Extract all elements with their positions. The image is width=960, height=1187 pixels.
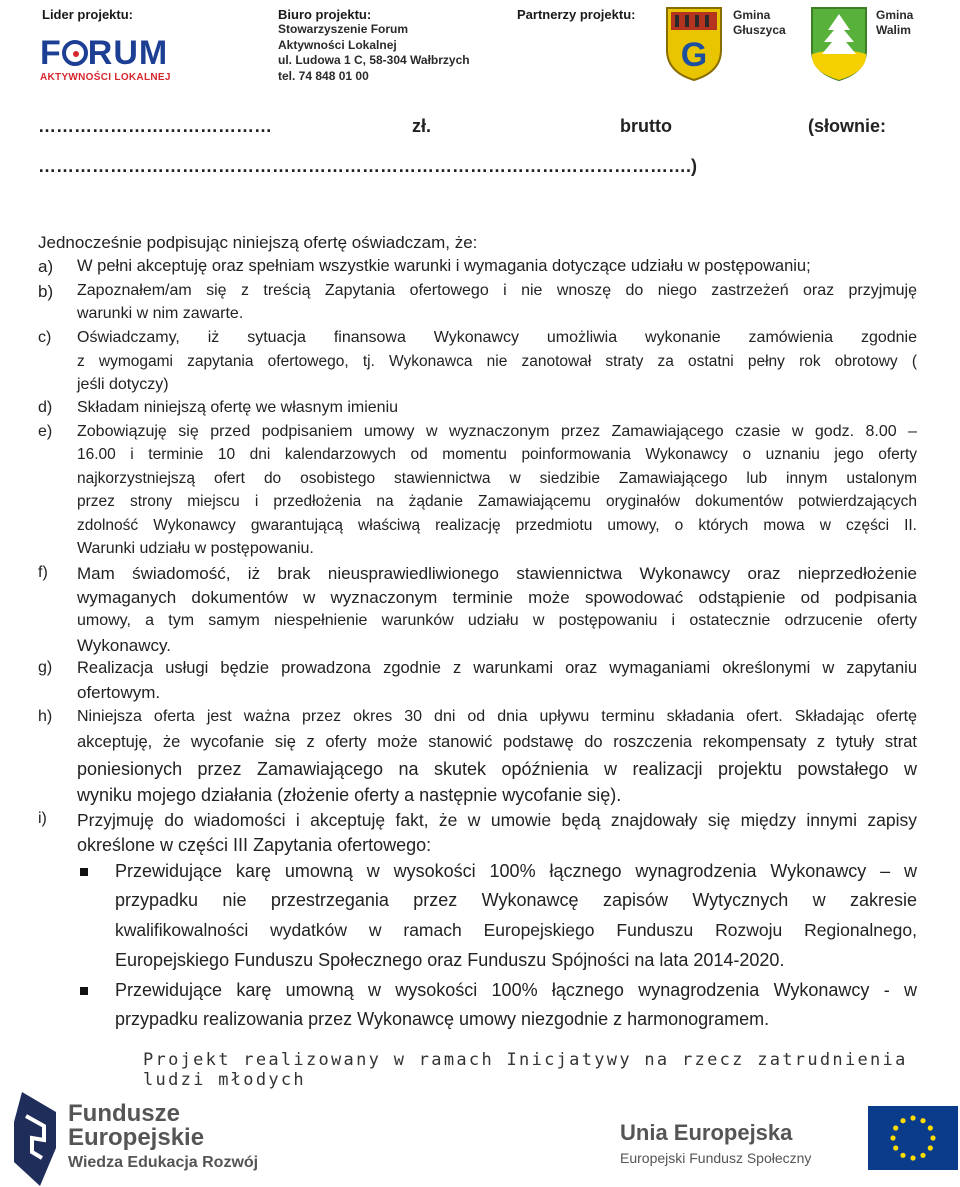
bullet-1-line: Europejskiego Funduszu Społecznego oraz Funduszu Spójności na lata 2014-2020. [115, 950, 785, 970]
item-d-line: Składam niniejszą ofertę we własnym imieniu [77, 399, 399, 416]
partner-gluszyca-line: Gmina [733, 8, 771, 22]
eu-star-icon [930, 1135, 935, 1140]
eu-text [620, 1120, 811, 1166]
forum-logo [40, 36, 190, 86]
bullet-2-line: przypadku realizowania przez Wykonawcę umowy niezgodnie z harmonogramem. [115, 1009, 770, 1029]
price-words-dots: ……………………………………………………………………………………………….) [38, 156, 697, 176]
partner-gluszyca-line: Głuszyca [733, 23, 786, 37]
item-b-line: Zapoznałem/am się z treścią Zapytania ofertowego i nie wnoszę do niego zastrzeżeń oraz przyjmuję [77, 282, 917, 299]
item-e-line: Zobowiązuję się przed podpisaniem umowy w wyznaczonym przez Zamawiającego czasie w godz. 8.00 – [77, 423, 917, 440]
fundusze-europejskie-emblem-icon [10, 1092, 60, 1186]
item-f-line: Wykonawcy. [77, 636, 171, 655]
eu-star-icon [910, 1115, 915, 1120]
eu-star-icon [890, 1135, 895, 1140]
item-c-line: jeśli dotyczy) [77, 376, 169, 393]
item-g-line: Realizacja usługi będzie prowadzona zgodnie z warunkami oraz wymaganiami określonymi w zapytaniu [77, 659, 917, 677]
item-e-line: Warunki udziału w postępowaniu. [77, 540, 314, 557]
item-a-line: W pełni akceptuję oraz spełniam wszystkie warunki i wymagania dotyczące udziału w postępowaniu; [77, 257, 811, 275]
partner-walim-line: Gmina [876, 8, 914, 22]
item-e-label: e) [38, 423, 53, 440]
item-e-line: najkorzystniejszą ofert do osobistego stawiennictwa w siedzibie Zamawiającego lub innym ustalonym [77, 470, 917, 487]
price-currency: zł. [412, 116, 432, 136]
office-address [278, 22, 470, 84]
declaration-intro: Jednocześnie podpisując niniejszą ofertę oświadczam, że: [38, 233, 478, 252]
item-h-line: Niniejsza oferta jest ważna przez okres 30 dni od dnia upływu terminu składania ofert. Składając ofertę [77, 708, 917, 725]
item-h-label: h) [38, 708, 53, 725]
eu-star-icon [920, 1153, 925, 1158]
forum-logo-f: F [40, 34, 62, 72]
item-c-line: z wymogami zapytania ofertowego, tj. Wykonawca nie zanotował straty za ostatni pełny rok obrotowy ( [77, 353, 917, 370]
fe-line: Fundusze [68, 1100, 180, 1127]
fe-line: Europejskie [68, 1124, 205, 1151]
bullet-1-line: przypadku nie przestrzegania przez Wykonawcę zapisów Wytycznych w zakresie [115, 890, 917, 910]
office-line: Aktywności Lokalnej [278, 37, 397, 52]
item-i-label: i) [38, 810, 47, 827]
item-h-line: wyniku mojego działania (złożenie oferty a następnie wycofanie się). [77, 785, 622, 805]
item-d-label: d) [38, 399, 53, 416]
fe-subtitle: Wiedza Edukacja Rozwój [68, 1154, 259, 1171]
partner-gluszyca [733, 8, 786, 38]
item-a-label: a) [38, 257, 54, 276]
forum-logo-rum: RUM [87, 34, 169, 72]
partners-label: Partnerzy projektu: [517, 7, 636, 22]
price-brutto: brutto [620, 116, 672, 136]
eu-title: Unia Europejska [620, 1120, 793, 1145]
price-words-label: (słownie: [808, 116, 887, 136]
item-e-line: zdolność Wykonawcy gwarantującą właściwą realizację przedmiotu umowy, o których mowa w części II. [77, 517, 917, 534]
item-f-label: f) [38, 564, 48, 581]
gluszyca-letter: G [680, 36, 708, 74]
item-b-label: b) [38, 282, 54, 301]
item-b-line: warunki w nim zawarte. [77, 305, 244, 322]
forum-logo-o-icon [62, 40, 88, 66]
fundusze-europejskie-logo [68, 1102, 258, 1172]
bullet-2-line: Przewidujące karę umowną w wysokości 100% łącznego wynagrodzenia Wykonawcy - w [115, 980, 917, 1000]
item-h-line: akceptuję, że wycofanie się z oferty może stanowić podstawę do roszczenia rekompensaty z tytuły strat [77, 733, 917, 751]
item-c-line: Oświadczamy, iż sytuacja finansowa Wykonawcy umożliwia wykonanie zamówienia zgodnie [77, 329, 917, 346]
eu-star-icon [910, 1155, 915, 1160]
eu-star-icon [928, 1125, 933, 1130]
office-line: Stowarzyszenie Forum [278, 22, 409, 36]
office-line: tel. 74 848 01 00 [278, 68, 369, 83]
item-c-label: c) [38, 329, 52, 346]
bullet-1-line: kwalifikowalności wydatków w ramach Europejskiego Funduszu Rozwoju Regionalnego, [115, 920, 917, 940]
project-note: Projekt realizowany w ramach Inicjatywy na rzecz zatrudnienia ludzi młodych [143, 1050, 908, 1090]
eu-flag-icon [868, 1106, 958, 1170]
item-f-line: wymaganych dokumentów w wyznaczonym terminie może spowodować odstąpienie od podpisania [77, 588, 917, 607]
item-i-line: określone w części III Zapytania ofertowego: [77, 835, 432, 855]
gluszyca-coat-of-arms-icon [665, 6, 723, 82]
forum-logo-sub: AKTYWNOŚCI LOKALNEJ [40, 72, 171, 83]
bullet-square-icon [80, 987, 88, 995]
eu-star-icon [900, 1153, 905, 1158]
item-e-line: 16.00 i terminie 10 dni kalendarzowych od momentu poinformowania Wykonawcy o uznaniu jego oferty [77, 446, 917, 463]
item-g-line: ofertowym. [77, 683, 161, 702]
eu-subtitle: Europejski Fundusz Społeczny [620, 1150, 812, 1166]
item-g-label: g) [38, 659, 53, 676]
eu-star-icon [900, 1118, 905, 1123]
item-h-line: poniesionych przez Zamawiającego na skutek opóźnienia w realizacji projektu powstałego w [77, 759, 917, 779]
bullet-1-line: Przewidujące karę umowną w wysokości 100% łącznego wynagrodzenia Wykonawcy – w [115, 861, 917, 881]
leader-label: Lider projektu: [42, 7, 134, 22]
item-i-line: Przyjmuję do wiadomości i akceptuję fakt, że w umowie będą znajdowały się między innymi zapisy [77, 810, 917, 830]
partner-walim-line: Walim [876, 23, 911, 37]
walim-coat-of-arms-icon [810, 6, 868, 82]
eu-star-icon [893, 1125, 898, 1130]
item-f-line: Mam świadomość, iż brak nieusprawiedliwionego stawiennictwa Wykonawcy oraz nieprzedłożenie [77, 564, 917, 583]
eu-star-icon [893, 1145, 898, 1150]
bullet-square-icon [80, 868, 88, 876]
price-dots: ………………………………… [38, 116, 272, 136]
eu-star-icon [920, 1118, 925, 1123]
item-e-line: przez strony miejscu i przedłożenia na żądanie Zamawiającemu oryginałów dokumentów potwierdzających [77, 493, 917, 510]
partner-walim [876, 8, 913, 38]
office-label: Biuro projektu: [278, 7, 372, 22]
office-line: ul. Ludowa 1 C, 58-304 Wałbrzych [278, 53, 470, 67]
eu-star-icon [928, 1145, 933, 1150]
item-f-line: umowy, a tym samym niespełnienie warunków udziału w postępowaniu i ostatecznie odrzucenie oferty [77, 612, 917, 629]
